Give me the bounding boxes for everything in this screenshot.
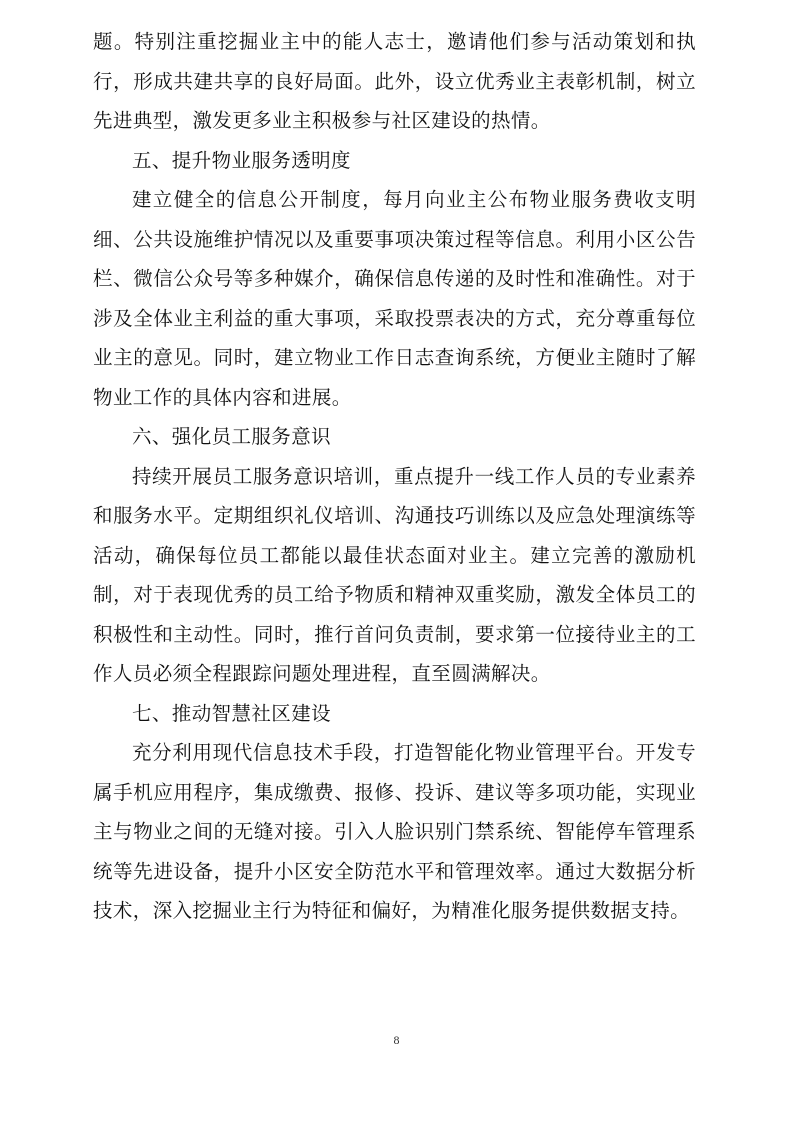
document-body bbox=[93, 22, 696, 931]
paragraph-smart-community: 充分利用现代信息技术手段，打造智能化物业管理平台。开发专属手机应用程序，集成缴费、报修、投诉、建议等多项功能，实现业主与物业之间的无缝对接。引入人脸识别门禁系统、智能停车管理系统等先进设备，提升小区安全防范水平和管理效率。通过大数据分析技术，深入挖掘业主行为特征和偏好，为精准化服务提供数据支持。 bbox=[93, 741, 696, 922]
page-number: 8 bbox=[393, 1033, 400, 1047]
paragraph-continuation: 题。特别注重挖掘业主中的能人志士，邀请他们参与活动策划和执行，形成共建共享的良好局面。此外，设立优秀业主表彰机制，树立先进典型，激发更多业主积极参与社区建设的热情。 bbox=[93, 30, 696, 132]
paragraph-staff-service: 持续开展员工服务意识培训，重点提升一线工作人员的专业素养和服务水平。定期组织礼仪培训、沟通技巧训练以及应急处理演练等活动，确保每位员工都能以最佳状态面对业主。建立完善的激励机制，对于表现优秀的员工给予物质和精神双重奖励，激发全体员工的积极性和主动性。同时，推行首问负责制，要求第一位接待业主的工作人员必须全程跟踪问题处理进程，直至圆满解决。 bbox=[93, 464, 696, 685]
section-heading-5: 五、提升物业服务透明度 bbox=[132, 148, 351, 172]
section-heading-7: 七、推动智慧社区建设 bbox=[132, 701, 332, 725]
section-heading-6: 六、强化员工服务意识 bbox=[132, 425, 332, 448]
paragraph-transparency: 建立健全的信息公开制度，每月向业主公布物业服务费收支明细、公共设施维护情况以及重要事项决策过程等信息。利用小区公告栏、微信公众号等多种媒介，确保信息传递的及时性和准确性。对于涉及全体业主利益的重大事项，采取投票表决的方式，充分尊重每位业主的意见。同时，建立物业工作日志查询系统，方便业主随时了解物业工作的具体内容和进展。 bbox=[93, 188, 696, 409]
